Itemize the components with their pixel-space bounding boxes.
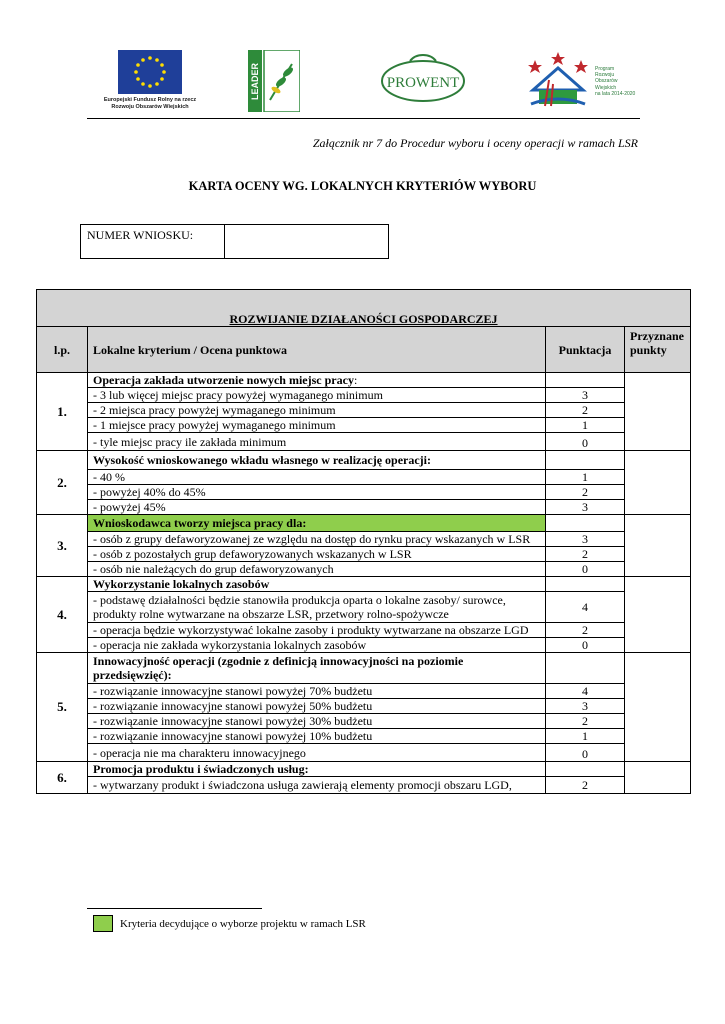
option-points: 3 — [546, 699, 625, 714]
prowent-text: PROWENT — [386, 75, 460, 91]
option-text: - osób z grupy defaworyzowanej ze względu na dostęp do rynku pracy wskazanych w LSR — [88, 532, 546, 547]
header-points: Punktacja — [546, 327, 625, 373]
svg-text:LEADER: LEADER — [250, 62, 260, 100]
awarded-points-cell[interactable] — [625, 515, 691, 577]
eu-caption-line1: Europejski Fundusz Rolny na rzecz — [103, 97, 197, 103]
eu-logo — [90, 50, 210, 111]
option-text: - rozwiązanie innowacyjne stanowi powyżej 10% budżetu — [88, 729, 546, 744]
option-points: 2 — [546, 623, 625, 638]
option-text: - 3 lub więcej miejsc pracy powyżej wymaganego minimum — [88, 388, 546, 403]
option-text: - osób z pozostałych grup defaworyzowanych wskazanych w LSR — [88, 547, 546, 562]
legend-text: Kryteria decydujące o wyborze projektu w ramach LSR — [120, 917, 366, 930]
eu-flag-icon — [118, 50, 182, 94]
criterion-number: 3. — [37, 515, 88, 577]
option-text: - 1 miejsce pracy powyżej wymaganego minimum — [88, 418, 546, 433]
option-points: 2 — [546, 777, 625, 794]
criterion-title: Wykorzystanie lokalnych zasobów — [88, 577, 546, 592]
option-text: - operacja nie ma charakteru innowacyjnego — [88, 744, 546, 762]
criterion-number: 5. — [37, 653, 88, 762]
awarded-points-cell[interactable] — [625, 762, 691, 794]
option-points: 0 — [546, 744, 625, 762]
application-number-label: NUMER WNIOSKU: — [87, 228, 194, 242]
page-title: KARTA OCENY WG. LOKALNYCH KRYTERIÓW WYBORU — [188, 179, 537, 193]
awarded-points-cell[interactable] — [625, 653, 691, 762]
annex-note: Załącznik nr 7 do Procedur wyboru i oceny operacji w ramach LSR — [312, 136, 638, 150]
header-lp: l.p. — [37, 327, 88, 373]
application-number-box — [80, 224, 389, 259]
header-awarded: Przyznane punkty — [625, 327, 691, 373]
eu-caption-line2: Rozwoju Obszarów Wiejskich — [111, 104, 189, 110]
option-points: 3 — [546, 532, 625, 547]
criterion-title: Wysokość wnioskowanego wkładu własnego w realizację operacji: — [88, 451, 546, 470]
section-title: ROZWIJANIE DZIAŁANOŚCI GOSPODARCZEJ — [37, 290, 691, 327]
criterion-number: 1. — [37, 373, 88, 451]
decisive-swatch — [93, 915, 113, 932]
prow-logo — [525, 50, 636, 119]
criterion-title: Innowacyjność operacji (zgodnie z definicją innowacyjności na poziomie przedsięwzięć): — [88, 653, 546, 684]
option-points: 2 — [546, 403, 625, 418]
prowent-logo — [380, 51, 466, 108]
header-rule — [87, 118, 640, 119]
option-points: 3 — [546, 500, 625, 515]
option-points: 0 — [546, 433, 625, 451]
option-points: 2 — [546, 547, 625, 562]
awarded-points-cell[interactable] — [625, 577, 691, 653]
option-text: - powyżej 40% do 45% — [88, 485, 546, 500]
option-text: - operacja nie zakłada wykorzystania lokalnych zasobów — [88, 638, 546, 653]
criterion-number: 2. — [37, 451, 88, 515]
option-text: - rozwiązanie innowacyjne stanowi powyżej 50% budżetu — [88, 699, 546, 714]
option-text: - wytwarzany produkt i świadczona usługa zawierają elementy promocji obszaru LGD, — [88, 777, 546, 794]
option-points: 4 — [546, 592, 625, 623]
option-points: 2 — [546, 714, 625, 729]
criterion-title: Promocja produktu i świadczonych usług: — [88, 762, 546, 777]
option-text: - rozwiązanie innowacyjne stanowi powyżej 70% budżetu — [88, 684, 546, 699]
logo-bar — [0, 45, 725, 120]
option-text: - tyle miejsc pracy ile zakłada minimum — [88, 433, 546, 451]
option-text: - rozwiązanie innowacyjne stanowi powyżej 30% budżetu — [88, 714, 546, 729]
leader-logo — [248, 50, 300, 117]
option-points: 0 — [546, 562, 625, 577]
criterion-title-decisive: Wnioskodawca tworzy miejsca pracy dla: — [88, 515, 546, 532]
criterion-number: 4. — [37, 577, 88, 653]
option-points: 4 — [546, 684, 625, 699]
header-criterion: Lokalne kryterium / Ocena punktowa — [88, 327, 546, 373]
awarded-points-cell[interactable] — [625, 373, 691, 451]
option-text: - operacja będzie wykorzystywać lokalne zasoby i produkty wytwarzane na obszarze LGD — [88, 623, 546, 638]
option-points: 1 — [546, 418, 625, 433]
option-text: - podstawę działalności będzie stanowiła produkcja oparta o lokalne zasoby/ surowce, produkty rolne wytwarzane na obszarze LSR, przetwory rolno-spożywcze — [88, 592, 546, 623]
prow-text: Program Rozwoju Obszarów Wiejskich na lata 2014-2020 — [595, 66, 636, 97]
option-points: 3 — [546, 388, 625, 403]
awarded-points-cell[interactable] — [625, 451, 691, 515]
option-points: 2 — [546, 485, 625, 500]
legend — [93, 915, 366, 932]
footnote-rule — [87, 908, 262, 909]
option-text: - 40 % — [88, 470, 546, 485]
criterion-number: 6. — [37, 762, 88, 794]
option-text: - osób nie należących do grup defaworyzowanych — [88, 562, 546, 577]
option-points: 1 — [546, 729, 625, 744]
criterion-title: Operacja zakłada utworzenie nowych miejsc pracy: — [88, 373, 546, 388]
option-points: 1 — [546, 470, 625, 485]
option-text: - powyżej 45% — [88, 500, 546, 515]
option-points: 0 — [546, 638, 625, 653]
option-text: - 2 miejsca pracy powyżej wymaganego minimum — [88, 403, 546, 418]
scoring-table — [36, 289, 691, 794]
